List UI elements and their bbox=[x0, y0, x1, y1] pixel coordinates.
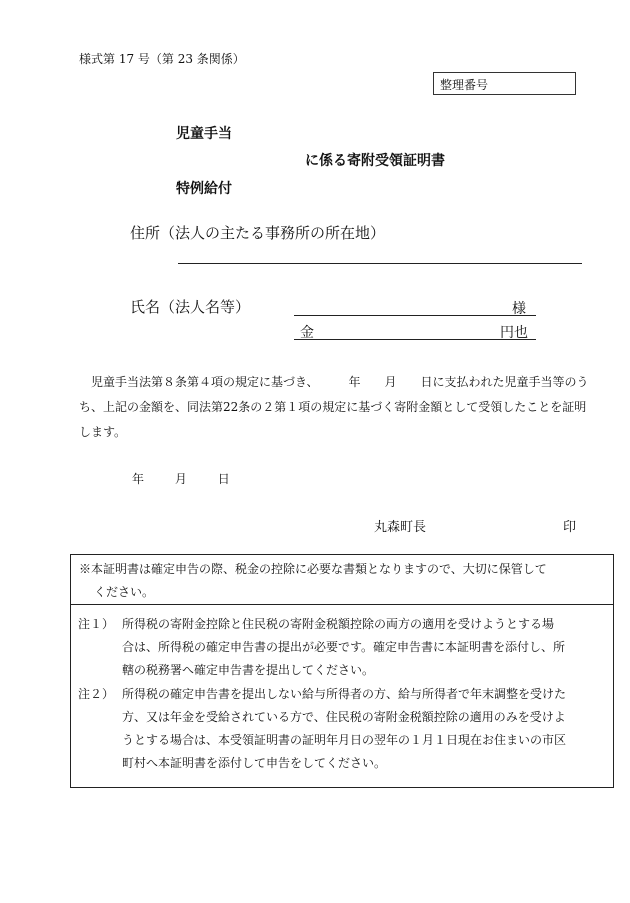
issue-date bbox=[132, 470, 230, 487]
address-label: 住所（法人の主たる事務所の所在地） bbox=[130, 224, 386, 242]
address-field-line bbox=[178, 263, 582, 264]
amount-prefix: 金 bbox=[300, 325, 314, 341]
title-line-3: 特例給付 bbox=[176, 181, 232, 197]
name-label: 氏名（法人名等） bbox=[130, 298, 251, 316]
seal-mark: 印 bbox=[563, 520, 577, 535]
notice-box bbox=[70, 554, 614, 788]
note-line: 所得税の寄附金控除と住民税の寄附金税額控除の両方の適用を受けようとする場 bbox=[122, 617, 555, 631]
title-line-1: 児童手当 bbox=[176, 126, 232, 142]
note-line: うとする場合は、本受領証明書の証明年月日の翌年の１月１日現在お住まいの市区 bbox=[122, 733, 567, 747]
note-number: 注２） bbox=[78, 687, 115, 701]
certification-text: 児童手当法第８条第４項の規定に基づき、 年 月 日に支払われた児童手当等のうち、上記の金額を、同法第22条の２第１項の規定に基づく寄附金額として受領したことを証明します。 bbox=[79, 375, 589, 439]
reference-number-box: 整理番号 bbox=[433, 72, 576, 95]
date-day: 日 bbox=[217, 472, 230, 486]
note-number: 注１） bbox=[78, 617, 115, 631]
note-line: 町村へ本証明書を添付して申告をしてください。 bbox=[122, 756, 387, 770]
note-1 bbox=[78, 613, 604, 682]
note-2 bbox=[78, 683, 604, 775]
name-field-line bbox=[294, 298, 536, 316]
notice-line-2: ください。 bbox=[94, 585, 155, 599]
note-line: 轄の税務署へ確定申告書を提出してください。 bbox=[122, 663, 375, 677]
notice-header bbox=[71, 555, 613, 605]
issuer-name: 丸森町長 bbox=[374, 520, 427, 535]
date-year: 年 bbox=[132, 472, 145, 486]
title-line-2: に係る寄附受領証明書 bbox=[305, 153, 445, 169]
form-number: 様式第 17 号（第 23 条関係） bbox=[79, 52, 245, 66]
date-month: 月 bbox=[174, 472, 187, 486]
amount-suffix: 円也 bbox=[500, 325, 528, 341]
note-line: 所得税の確定申告書を提出しない給与所得者の方、給与所得者で年末調整を受けた bbox=[122, 687, 567, 701]
notice-line-1: ※本証明書は確定申告の際、税金の控除に必要な書類となりますので、大切に保管して bbox=[79, 562, 547, 576]
honorific: 様 bbox=[512, 301, 526, 317]
note-line: 方、又は年金を受給されている方で、住民税の寄附金税額控除の適用のみを受けよ bbox=[122, 710, 566, 724]
note-line: 合は、所得税の確定申告書の提出が必要です。確定申告書に本証明書を添付し、所 bbox=[122, 640, 566, 654]
